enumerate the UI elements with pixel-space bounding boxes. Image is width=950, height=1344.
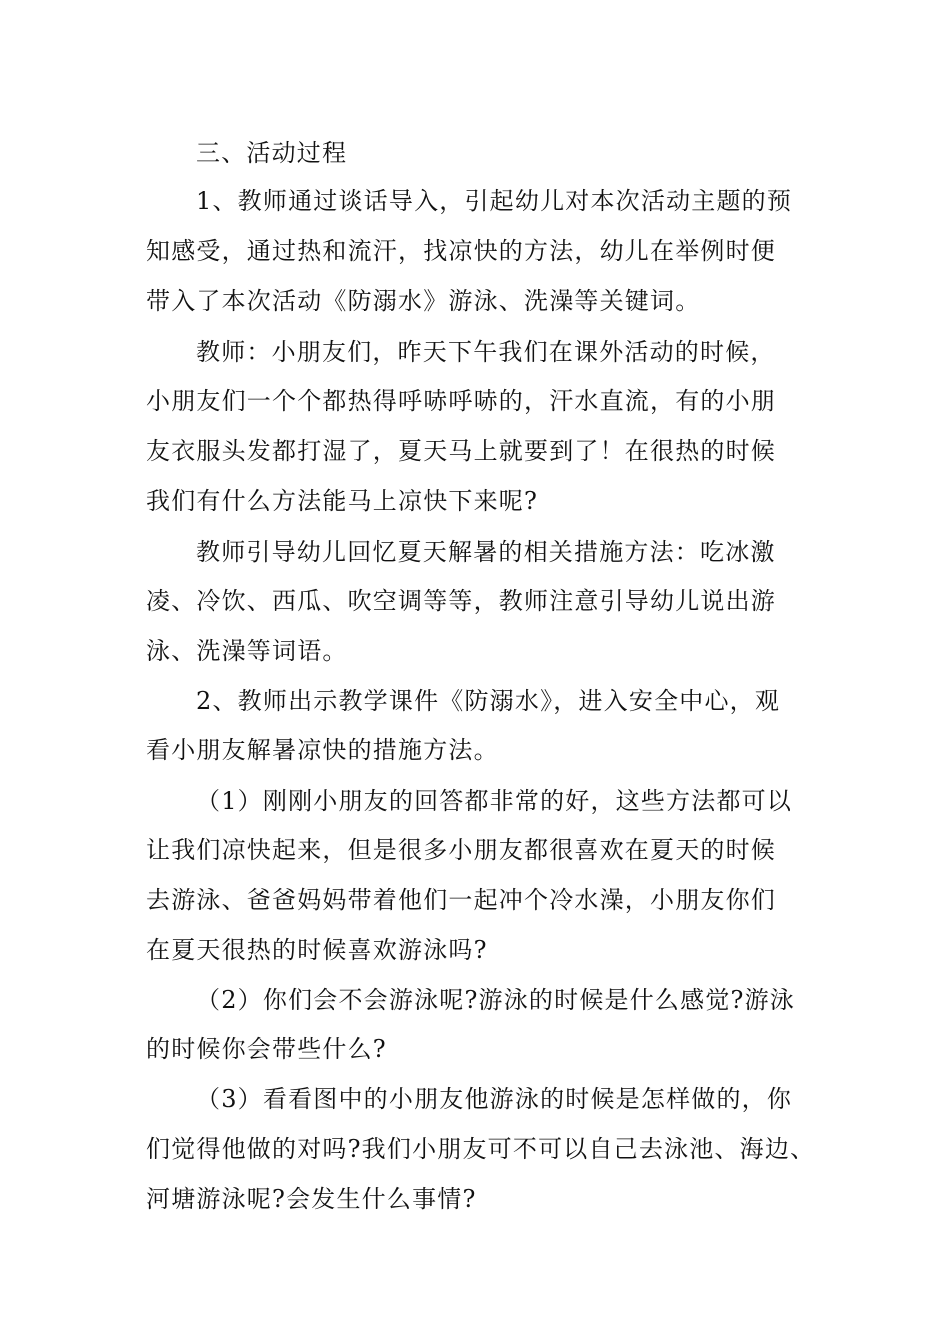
paragraph-line: 去游泳、爸爸妈妈带着他们一起冲个冷水澡，小朋友你们 xyxy=(146,886,776,914)
paragraph-line: 凌、冷饮、西瓜、吹空调等等，教师注意引导幼儿说出游 xyxy=(146,587,776,615)
paragraph-line: 友衣服头发都打湿了，夏天马上就要到了！在很热的时候 xyxy=(146,437,776,465)
paragraph-line: 1、教师通过谈话导入，引起幼儿对本次活动主题的预 xyxy=(196,187,793,215)
paragraph-line: 让我们凉快起来，但是很多小朋友都很喜欢在夏天的时候 xyxy=(146,836,776,864)
paragraph-line: 2、教师出示教学课件《防溺水》，进入安全中心，观 xyxy=(196,687,781,715)
paragraph-line: 们觉得他做的对吗?我们小朋友可不可以自己去泳池、海边、 xyxy=(146,1135,816,1163)
paragraph-line: 河塘游泳呢?会发生什么事情? xyxy=(146,1185,477,1213)
section-heading: 三、活动过程 xyxy=(196,139,348,167)
paragraph-line: 我们有什么方法能马上凉快下来呢? xyxy=(146,487,539,515)
paragraph-line: 教师：小朋友们，昨天下午我们在课外活动的时候， xyxy=(196,338,776,366)
paragraph-line: 泳、洗澡等词语。 xyxy=(146,637,348,665)
paragraph-line: （1）刚刚小朋友的回答都非常的好，这些方法都可以 xyxy=(196,787,793,815)
paragraph-line: 知感受，通过热和流汗，找凉快的方法，幼儿在举例时便 xyxy=(146,237,776,265)
paragraph-line: 的时候你会带些什么? xyxy=(146,1035,387,1063)
paragraph-line: 在夏天很热的时候喜欢游泳吗? xyxy=(146,936,488,964)
paragraph-line: 带入了本次活动《防溺水》游泳、洗澡等关键词。 xyxy=(146,287,701,315)
paragraph-line: 看小朋友解暑凉快的措施方法。 xyxy=(146,736,499,764)
paragraph-line: 小朋友们一个个都热得呼哧呼哧的，汗水直流，有的小朋 xyxy=(146,387,776,415)
paragraph-line: 教师引导幼儿回忆夏天解暑的相关措施方法：吃冰激 xyxy=(196,538,776,566)
paragraph-line: （3）看看图中的小朋友他游泳的时候是怎样做的，你 xyxy=(196,1085,793,1113)
paragraph-line: （2）你们会不会游泳呢?游泳的时候是什么感觉?游泳 xyxy=(196,986,796,1014)
